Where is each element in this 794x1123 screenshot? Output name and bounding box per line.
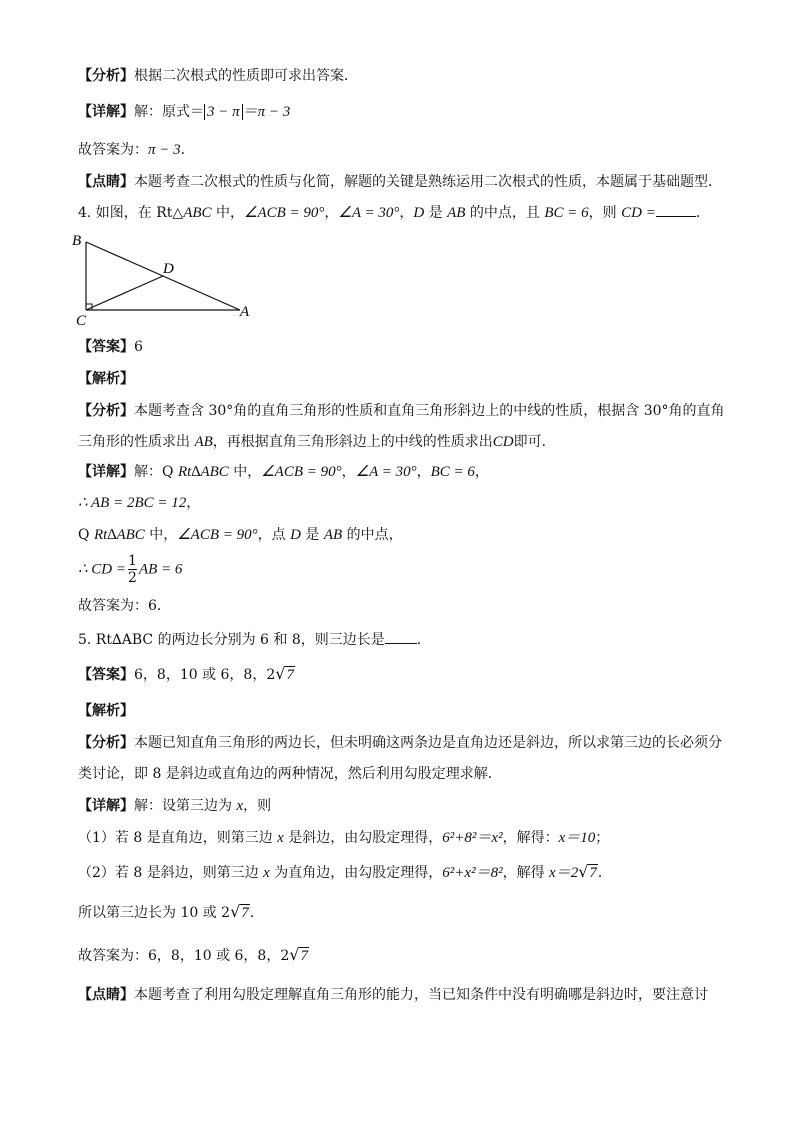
stem-part: ． <box>695 205 710 221</box>
stem-part: 的中点，且 <box>465 205 545 221</box>
detail-text: 的中点， <box>342 527 403 543</box>
q4-answer <box>78 337 143 357</box>
stem-part: 是 <box>424 205 448 221</box>
detail-math: BC = 6 <box>430 464 475 480</box>
q5-so <box>78 902 264 923</box>
case-solution: x＝2 <box>549 865 579 881</box>
analysis-text: 类讨论，即 8 是斜边或直角边的两种情况，然后利用勾股定理求解． <box>78 766 502 782</box>
q5-case1 <box>78 828 609 848</box>
q4-analysis-header <box>78 369 134 389</box>
answer-tag: 【答案】 <box>78 339 134 355</box>
q5-analysis-line2 <box>78 764 502 784</box>
comment-text: 本题考查二次根式的性质与化简，解题的关键是熟练运用二次根式的性质，本题属于基础题型． <box>134 174 722 190</box>
label-a: A <box>240 304 250 320</box>
triangle-figure <box>66 228 266 328</box>
answer-end: ． <box>156 598 171 614</box>
detail-prefix: 解：原式＝ <box>134 104 204 120</box>
so-text: ． <box>249 905 264 921</box>
comment-tag: 【点睛】 <box>78 987 134 1003</box>
q5-comment <box>78 985 708 1005</box>
analysis-text: 本题考查含 30°角的直角三角形的性质和直角三角形斜边上的中线的性质，根据含 30°角的直角 <box>134 403 725 419</box>
q3-answer <box>78 140 195 160</box>
analysis-header: 【解析】 <box>78 703 134 719</box>
abs-expression: 3 − π <box>204 104 243 120</box>
q5-analysis-header <box>78 701 134 721</box>
detail-text: ， <box>341 464 356 480</box>
detail-math: Rt∆ABC <box>93 527 145 543</box>
comment-text: 本题考查了利用勾股定理解直角三角形的能力，当已知条件中没有明确哪是斜边时，要注意讨 <box>134 987 708 1003</box>
answer-end: ． <box>180 142 195 158</box>
analysis-header: 【解析】 <box>78 371 134 387</box>
detail-tag: 【详解】 <box>78 104 134 120</box>
detail-tag: 【详解】 <box>78 798 134 814</box>
q5-stem <box>78 630 431 650</box>
radicand: 7 <box>286 667 294 683</box>
stem-part: ，则 <box>588 205 622 221</box>
detail-text: 是 <box>300 527 324 543</box>
detail-math: D <box>290 527 301 543</box>
detail-math: Rt∆ABC <box>177 464 229 480</box>
analysis-math: CD <box>492 434 514 450</box>
case-math: x <box>263 865 270 881</box>
q5-final-answer <box>78 945 309 966</box>
analysis-text: 三角形的性质求出 <box>78 434 195 450</box>
q5-detail-line1 <box>78 796 271 816</box>
detail-text: Q <box>78 527 94 543</box>
radicand: 7 <box>589 865 597 881</box>
q3-analysis <box>78 66 358 86</box>
analysis-text: ，再根据直角三角形斜边上的中线的性质求出 <box>212 434 493 450</box>
detail-math: ∴ AB = 2BC = 12 <box>78 495 187 511</box>
answer-tag: 【答案】 <box>78 667 134 683</box>
sqrt-symbol: √7 <box>275 664 294 683</box>
q5-case2 <box>78 862 612 883</box>
label-b: B <box>72 233 82 249</box>
stem-math: ∠ACB = 90° <box>244 205 325 221</box>
comment-tag: 【点睛】 <box>78 174 134 190</box>
fraction-one-half <box>128 553 137 586</box>
sqrt-symbol: √7 <box>289 945 308 964</box>
case-solution: x＝10 <box>558 830 596 846</box>
sqrt-symbol: √7 <box>230 902 249 921</box>
analysis-text: 本题已知直角三角形的两边长，但未明确这两条边是直角边还是斜边，所以求第三边的长必须分 <box>134 735 722 751</box>
case-text: （2）若 8 是斜边，则第三边 <box>78 865 264 881</box>
q4-stem <box>78 203 710 223</box>
q5-analysis-line1 <box>78 733 722 753</box>
label-c: C <box>76 313 87 328</box>
answer-prefix: 故答案为： <box>78 142 148 158</box>
q4-detail-line2 <box>78 493 200 513</box>
sqrt-symbol: √7 <box>578 862 597 881</box>
q5-answer <box>78 664 295 685</box>
answer-blank <box>656 216 696 217</box>
final-answer-text: 故答案为：6，8，10 或 6，8，2 <box>78 948 290 964</box>
fraction-denominator: 2 <box>128 570 137 586</box>
detail-math: ∴ CD = <box>78 561 127 578</box>
q4-analysis-line1 <box>78 401 725 421</box>
answer-value: π − 3 <box>148 142 181 158</box>
q4-answer-line <box>78 596 171 616</box>
detail-result: ＝π − 3 <box>242 104 291 120</box>
stem-math: AB <box>447 205 466 221</box>
radicand: 7 <box>300 948 308 964</box>
case-text: ，解得 <box>502 865 550 881</box>
case-text: 为直角边，由勾股定理得， <box>269 865 443 881</box>
detail-math: ∠ACB = 90° <box>177 527 258 543</box>
stem-part: 4. 如图，在 Rt△ <box>78 205 184 221</box>
detail-text: ， <box>474 464 489 480</box>
detail-text: ，点 <box>257 527 291 543</box>
case-text: ； <box>595 830 610 846</box>
radicand: 7 <box>241 905 249 921</box>
answer-value: 6 <box>134 339 143 355</box>
fraction-numerator: 1 <box>128 553 137 569</box>
detail-math: ∠A = 30° <box>355 464 417 480</box>
answer-text: 6，8，10 或 6，8，2 <box>134 667 276 683</box>
analysis-text: 根据二次根式的性质即可求出答案． <box>134 68 358 84</box>
detail-math: x <box>236 798 244 814</box>
analysis-tag: 【分析】 <box>78 68 134 84</box>
case-text: （1）若 8 是直角边，则第三边 <box>78 830 278 846</box>
stem-part: ， <box>399 205 414 221</box>
case-equation: 6²+x²＝8² <box>442 865 503 881</box>
q4-detail-line1 <box>78 462 489 482</box>
analysis-tag: 【分析】 <box>78 735 134 751</box>
detail-text: 中， <box>228 464 262 480</box>
stem-end: ． <box>416 632 431 648</box>
q3-comment <box>78 172 722 192</box>
q4-analysis-line2 <box>78 432 556 452</box>
detail-math: AB <box>323 527 343 543</box>
so-text: 所以第三边长为 10 或 2 <box>78 905 231 921</box>
detail-text: ，则 <box>243 798 272 814</box>
stem-math: D <box>413 205 425 221</box>
case-equation: 6²+8²＝x² <box>442 830 503 846</box>
detail-text: 解：Q <box>134 464 178 480</box>
case-math: x <box>277 830 284 846</box>
stem-text: 5. Rt∆ABC 的两边长分别为 6 和 8，则三边长是 <box>78 632 385 648</box>
detail-text: 解：设第三边为 <box>134 798 237 814</box>
q4-detail-line3 <box>78 525 403 545</box>
analysis-tag: 【分析】 <box>78 403 134 419</box>
detail-math: ∠ACB = 90° <box>261 464 342 480</box>
detail-tag: 【详解】 <box>78 464 134 480</box>
case-text: ． <box>597 865 612 881</box>
stem-part: ， <box>324 205 339 221</box>
stem-math: CD = <box>621 205 656 221</box>
case-text: ，解得： <box>502 830 559 846</box>
stem-math: BC = 6 <box>544 205 589 221</box>
stem-math: ABC <box>183 205 212 221</box>
case-text: 是斜边，由勾股定理得， <box>283 830 443 846</box>
analysis-text: 即可． <box>513 434 556 450</box>
answer-blank <box>385 643 417 644</box>
answer-prefix: 故答案为： <box>78 598 148 614</box>
label-d: D <box>163 261 174 277</box>
answer-value: 6 <box>148 598 157 614</box>
q4-detail-line4 <box>78 553 182 586</box>
segment-cd <box>86 276 163 310</box>
q3-detail <box>78 102 290 122</box>
stem-math: ∠A = 30° <box>338 205 400 221</box>
stem-part: 中， <box>211 205 244 221</box>
detail-math: AB = 6 <box>138 561 183 578</box>
detail-text: 中， <box>144 527 178 543</box>
detail-text: ， <box>416 464 431 480</box>
detail-text: ， <box>186 495 201 511</box>
analysis-math: AB <box>194 434 213 450</box>
